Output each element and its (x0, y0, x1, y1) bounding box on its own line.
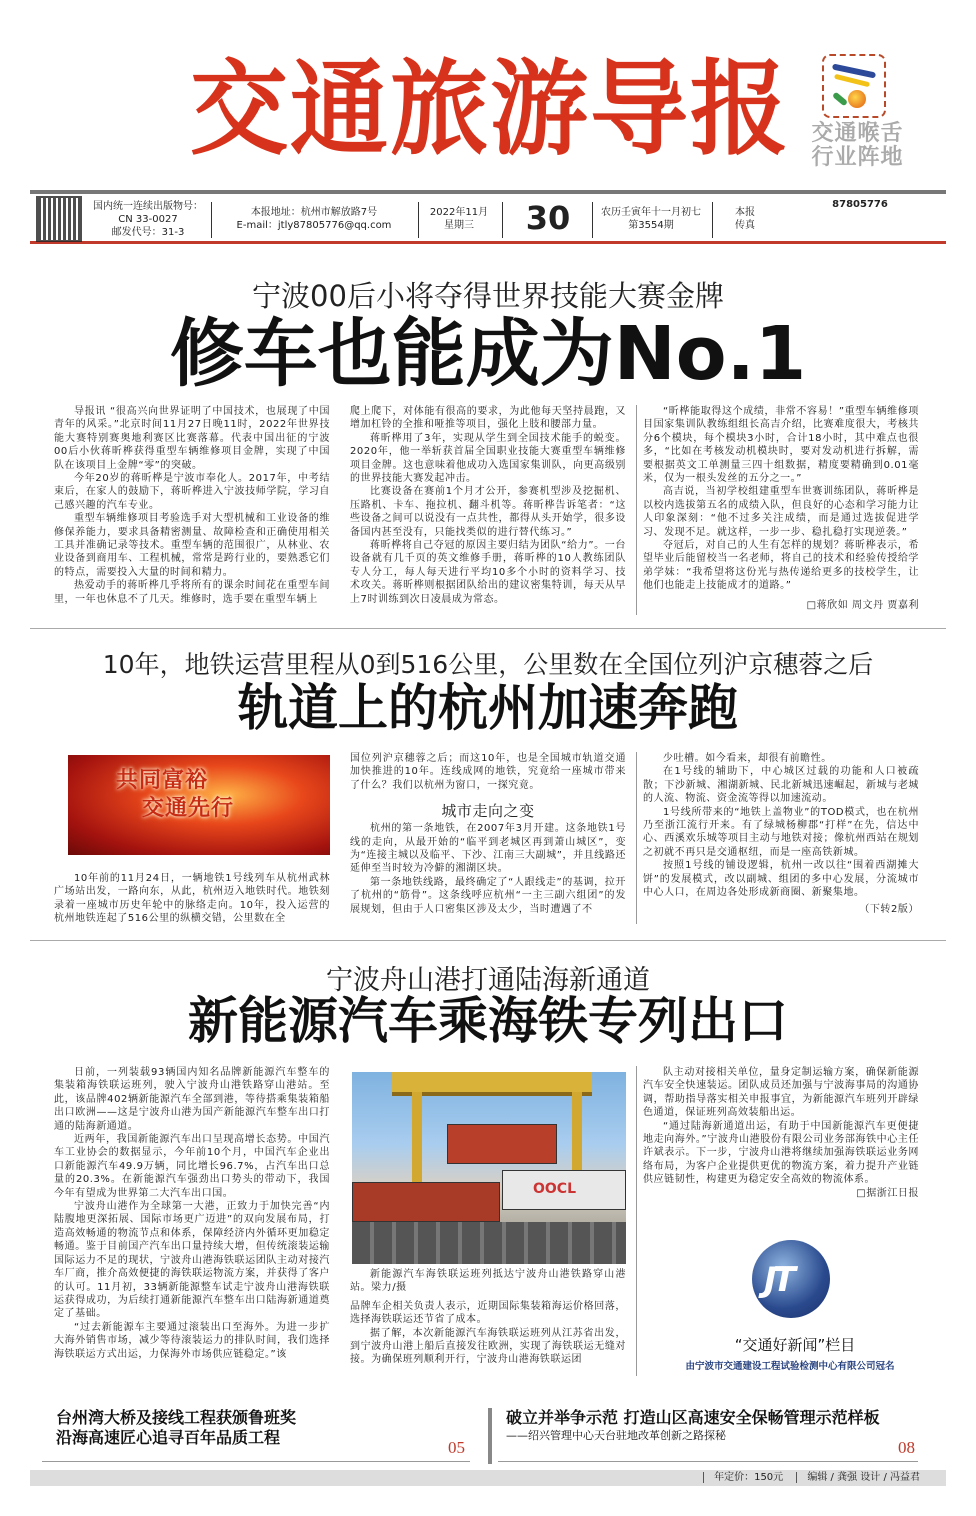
paragraph: 近两年，我国新能源汽车出口呈现高增长态势。中国汽车工业协会的数据显示，今年前10个月，中国汽车企业出口新能源汽车49.9万辆，同比增长96.7%，占汽车出口总量的20.3%。在新能源汽车强劲出口势头的带动下，我国今年有望成为世界第二大汽车出口国。 (54, 1134, 330, 1199)
lunar-date: 农历壬寅年十一月初七 (601, 207, 701, 218)
article2-headline: 轨道上的杭州加速奔跑 (238, 679, 738, 737)
banner-line: 共同富裕 (116, 768, 209, 793)
article1-headline: 修车也能成为No.1 (169, 311, 807, 397)
paragraph: 热爱动手的蒋昕桦几乎将所有的课余时间花在重型车间里，一年也休息不了几天。维修时，选手要在重型车辆上 (54, 580, 330, 605)
paragraph: 按照1号线的铺设逻辑，杭州一改以往“围着西湖摊大饼”的发展模式，改以副城、组团的多中心发展，分流城市中心人口，在周边各处形成新商圈、新聚集地。 (643, 860, 919, 899)
weekday: 星期三 (444, 220, 474, 231)
article1-column-2 (350, 405, 626, 606)
date: 2022年11月 (429, 207, 489, 218)
teaser-subline: ——绍兴管理中心天台驻地改革创新之路探秘 (506, 1429, 726, 1442)
paragraph: 品牌车企相关负责人表示，近期国际集装箱海运价格回落，选择海铁联运还节省了成本。 (350, 1300, 626, 1326)
article3-headline: 新能源汽车乘海铁专列出口 (188, 992, 788, 1050)
annual-price: 年定价：150元 (703, 1472, 793, 1483)
paragraph: “通过陆海新通道出运，有助于中国新能源汽车更便捷地走向海外。”宁波舟山港股份有限公司业务部海铁中心主任许斌表示。下一步，宁波舟山港将继续加强海铁联运业务网络布局，为客户企业提供更优的物流方案，着力提升产业链供应链韧性，构建更为稳定安全高效的物流体系。 (643, 1120, 919, 1186)
article3-byline: □据浙江日报 (856, 1187, 919, 1199)
divider (488, 1408, 492, 1464)
info-strip (30, 190, 946, 244)
footer-bar (30, 1470, 946, 1486)
logo-letters: JT (764, 1260, 792, 1300)
issue-info (596, 206, 706, 232)
paragraph: 少吐槽。如今看来，却很有前瞻性。 (663, 753, 832, 764)
masthead-title: 交通旅游导报 (190, 50, 791, 170)
article3-column-3 (643, 1066, 919, 1200)
page-number: 08 (898, 1438, 915, 1457)
qr-code-icon (38, 198, 80, 240)
article3-column-2-body (350, 1300, 626, 1367)
newspaper-logo-icon (822, 54, 886, 118)
slogan-line: 交通喉舌 (811, 121, 904, 146)
article3-subtitle: 宁波舟山港打通陆海新通道 (326, 965, 650, 996)
article1-subtitle: 宁波00后小将夺得世界技能大赛金牌 (252, 279, 724, 313)
article3-column-1 (54, 1066, 330, 1361)
fax-label (730, 206, 760, 232)
article2-column-2-body (350, 822, 626, 916)
article2-column-2 (350, 752, 626, 916)
paragraph: 国位列沪京穗蓉之后；而这10年，也是全国城市轨道交通加快推进的10年。连线成网的地铁，究竟给一座城市带来了什么？我们以杭州为窗口，一探究竟。 (350, 753, 626, 791)
teaser-page-05[interactable] (56, 1408, 476, 1448)
publication-info (92, 200, 204, 239)
container-label: OOCL (502, 1170, 626, 1210)
cn-number: CN 33-0027 (118, 214, 178, 225)
fax-number: 87805776 (832, 199, 888, 210)
paragraph: 第一条地铁线路，最终确定了“人跟线走”的基调，拉开了杭州的“筋骨”。这条线呼应杭州“一主三副六组团”的发展规划，但由于人口密集区涉及太少，当时遭遇了不 (350, 876, 626, 915)
article2-column-3-body (643, 752, 919, 899)
paragraph: 蒋昕桦用了3年，实现从学生到全国技术能手的蜕变。2020年，他一举斩获首届全国职业技能大赛重型车辆维修项目金牌。这也意味着他成功入选国家集训队，向更高级别的世界技能大赛发起冲击。 (350, 432, 626, 485)
paragraph: “过去新能源车主要通过滚装出口至海外。为进一步扩大海外销售市场，减少等待滚装运力的排队时间，我们选择海铁联运方式出运，力保海外市场供应链稳定。”该 (54, 1321, 330, 1360)
article1-column-3 (643, 405, 919, 593)
article1-byline: □蒋欣如 周文丹 贾嘉利 (806, 600, 919, 611)
paragraph: 杭州的第一条地铁，在2007年3月开建。这条地铁1号线的走向，从最开始的“临平到老城区再到萧山城区”，变为“连接主城以及临平、下沙、江南三大副城”，并且线路还延伸至当时较为冷僻的湘湖区块。 (350, 823, 626, 875)
paragraph: 据了解，本次新能源汽车海铁联运班列从江苏省出发，到宁波舟山港上船后直接发往欧洲，实现了海铁联运无缝对接。为确保班列顺利开行，宁波舟山港海铁联运团 (350, 1327, 626, 1366)
date-info (422, 206, 496, 232)
teaser-line: 台州湾大桥及接线工程获颁鲁班奖 (56, 1408, 297, 1427)
section-title: 城市走向之变 (441, 802, 535, 821)
paragraph: 蒋昕桦将自己夺冠的原因主要归结为团队“给力”。一台设备就有几千页的英文维修手册，蒋昕桦的10人教练团队专人分工，每人每天进行平均10多个小时的资料学习、技术攻关。蒋昕桦则根据团队给出的建议密集特训，每天从早上7时训练到次日凌晨成为常态。 (350, 540, 626, 605)
article2-subtitle: 10年，地铁运营里程从0到516公里，公里数在全国位列沪京穗蓉之后 (102, 650, 874, 679)
paragraph: 导报讯 “很高兴向世界证明了中国技术，也展现了中国青年的风采。”北京时间11月27日晚11时，2022年世界技能大赛特别赛奥地利赛区比赛落幕。代表中国出征的宁波00后小伙蒋昕桦获得重型车辆维修项目金牌，实现了中国队在该项目上金牌“零”的突破。 (54, 406, 330, 471)
teaser-line: 破立并举争示范 打造山区高速安全保畅管理示范样板 (506, 1408, 880, 1427)
paragraph: 队主动对接相关单位，量身定制运输方案，确保新能源汽车安全快速装运。团队成员还加强与宁波海事局的沟通协调，帮助指导落实相关申报事宜，为新能源汽车班列开辟绿色通道，保证班列高效装船出运。 (643, 1067, 919, 1119)
paragraph: 今年20岁的蒋昕桦是宁波市奉化人。2017年，中考结束后，在家人的鼓励下，蒋昕桦进入宁波技师学院，学习自己感兴趣的汽车专业。 (54, 473, 330, 511)
jt-logo-icon (752, 1240, 830, 1318)
paragraph: 在1号线的辅助下，中心城区过载的功能和人口被疏散；下沙新城、湘湖新城、民北新城迅速崛起，新城与老城的人流、物流、资金流等得以加速流动。 (643, 766, 919, 805)
paragraph: 日前，一列装载93辆国内知名品牌新能源汽车整车的集装箱海铁联运班列，驶入宁波舟山港铁路穿山港站。至此，该品牌402辆新能源汽车全部到港，等待搭乘集装箱船出口欧洲——这是宁波舟山港为国产新能源汽车整车出口打通的陆海新通道。 (54, 1067, 330, 1132)
fax-label-line: 传真 (735, 220, 755, 231)
postal-code: 邮发代号：31-3 (111, 227, 185, 238)
paragraph: 宁波舟山港作为全球第一大港，正致力于加快完善“内陆腹地更深拓展、国际市场更广迈进”的双向发展布局，打造高效畅通的物流节点和体系，保障经济内外循环更加稳定畅通。鉴于目前国产汽车出口量持续大增，但传统滚装运输国际运力不足的现状，宁波舟山港海铁联运团队主动对接汽车厂商，推介高效便捷的海铁联运物流方案，并获得了客户的认可。11月初，33辆新能源整车试走宁波舟山港海铁联运获得成功，为后续打通新能源汽车整车出口陆海新通道奠定了基础。 (54, 1201, 330, 1320)
slogan (800, 122, 915, 170)
paragraph: “昕桦能取得这个成绩，非常不容易！”重型车辆维修项目国家集训队教练组组长高吉介绍，比赛难度很大，考核共分6个模块，每个模块3小时，合计18小时，其中难点也很多，“比如在考核发动机模块时，要对发动机进行拆解，需要根据英文工单测量三四十组数据，精度要精确到0.01毫米，仅为一根头发丝的五分之一。” (643, 406, 919, 485)
issue-number: 第3554期 (628, 220, 674, 231)
common-prosperity-banner-image (68, 755, 330, 855)
sponsor-line: 由宁波市交通建设工程试验检测中心有限公司冠名 (685, 1361, 895, 1372)
article3-column-3-body (643, 1066, 919, 1187)
photo-caption: 新能源汽车海铁联运班列抵达宁波舟山港铁路穿山港站。梁力/摄 (350, 1269, 626, 1294)
page-number: 05 (448, 1438, 465, 1457)
article1-column-1 (54, 405, 330, 606)
banner-line: 交通先行 (142, 796, 235, 821)
slogan-line: 行业阵地 (811, 145, 904, 170)
article2-column-1 (54, 872, 330, 926)
paragraph: 高吉说，当初学校组建重型车世赛训练团队，蒋昕桦是以校内选拔第五名的成绩入队，但良好的心态和学习能力让人印象深刻：“他不过多关注成绩，而是通过选拔促进学习、发现不足。就这样，一步一步、稳扎稳打实现逆袭。” (643, 486, 919, 538)
column-name: “交通好新闻”栏目 (734, 1336, 856, 1354)
paragraph: 10年前的11月24日，一辆地铁1号线列车从杭州武林广场站出发，一路向东，从此，杭州迈入地铁时代。地铁刻录着一座城市历史年轮中的脉络走向。10年，投入运营的杭州地铁连起了516公里的纵横交错，公里数在全 (54, 873, 330, 925)
article3-column-2 (350, 1268, 626, 1367)
pub-label: 国内统一连续出版物号： (93, 201, 203, 212)
article2-column-3 (643, 752, 919, 917)
paragraph: 重型车辆维修项目考验选手对大型机械和工业设备的维修保养能力，要求具备精密测量、故障检查和正确使用相关工具并准确记录等技术。重型车辆的范围很广，从林业、农业设备到商用车、工程机械，常常是跨行业的，要熟悉它们的特点，需要投入大量的时间和精力。 (54, 513, 330, 578)
address: 本报地址：杭州市解放路7号 (250, 207, 378, 218)
paragraph: 夺冠后，对自己的人生有怎样的规划？蒋昕桦表示，希望毕业后能留校当一名老师，将自己的技术和经验传授给学弟学妹：“我希望将这份光与热传递给更多的技校学生，让他们也能走上技能成才的道路。” (643, 540, 919, 592)
fax-label-line: 本报 (735, 207, 755, 218)
paragraph: 比赛设备在赛前1个月才公开，参赛机型涉及挖掘机、压路机、卡车、拖拉机、翻斗机等。蒋昕桦告诉笔者：“这些设备之间可以说没有一点共性，都得从头开始学，很多设备国内甚至没有，只能找类似的进行替代练习。” (350, 486, 626, 538)
credits: 编辑 / 龚强 设计 / 冯益君 (796, 1472, 920, 1483)
day-number: 30 (525, 199, 571, 237)
container-train-photo (352, 1072, 626, 1264)
paragraph: 爬上爬下，对体能有很高的要求，为此他每天坚持晨跑，又增加杠铃的全推和哑推等项目，强化上肢和腰部力量。 (350, 406, 626, 431)
address-info (216, 206, 412, 232)
paragraph: 1号线所带来的“地铁上盖物业”的TOD模式，也在杭州乃至浙江流行开来。有了绿城杨柳郡“打样”在先，信达中心、西溪欢乐城等项目主动与地铁对接；像杭州西站在规划之初就不再只是交通枢纽，而是一座高铁新城。 (643, 806, 919, 858)
email: E-mail：jtly87805776@qq.com (236, 220, 392, 231)
teaser-line: 沿海高速匠心追寻百年品质工程 (56, 1428, 281, 1447)
continued-note: （下转2版） (859, 904, 919, 916)
teaser-page-08[interactable] (506, 1408, 926, 1444)
